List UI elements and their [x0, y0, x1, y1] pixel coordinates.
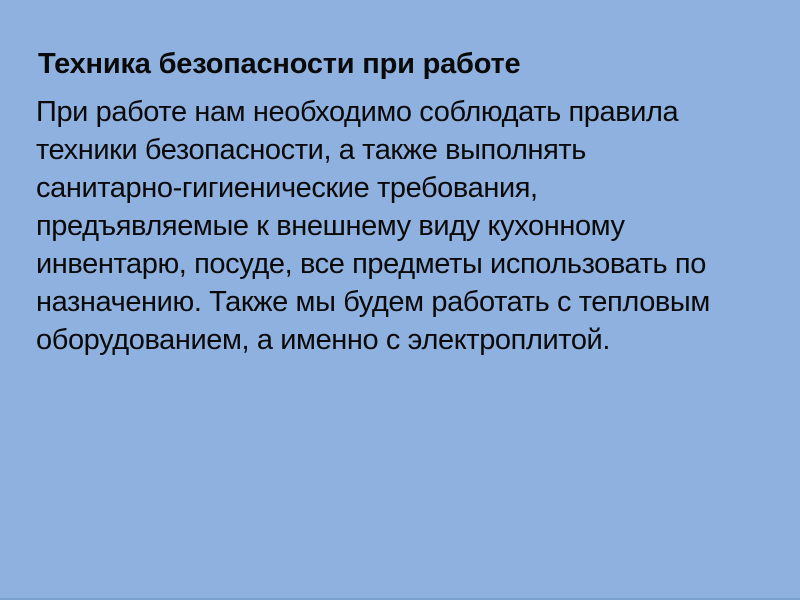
- slide-body: [36, 93, 780, 359]
- slide-text-block: [36, 44, 780, 359]
- slide-title: Техника безопасности при работе: [38, 48, 521, 80]
- body-line: санитарно-гигиенические требования,: [36, 172, 538, 204]
- body-line: техники безопасности, а также выполнять: [36, 134, 586, 166]
- body-line: предъявляемые к внешнему виду кухонному: [36, 210, 625, 242]
- body-line: оборудованием, а именно с электроплитой.: [36, 324, 611, 356]
- body-line: инвентарю, посуде, все предметы использовать по: [36, 248, 706, 280]
- body-line: назначению. Также мы будем работать с тепловым: [36, 286, 710, 318]
- body-line: При работе нам необходимо соблюдать правила: [36, 96, 679, 128]
